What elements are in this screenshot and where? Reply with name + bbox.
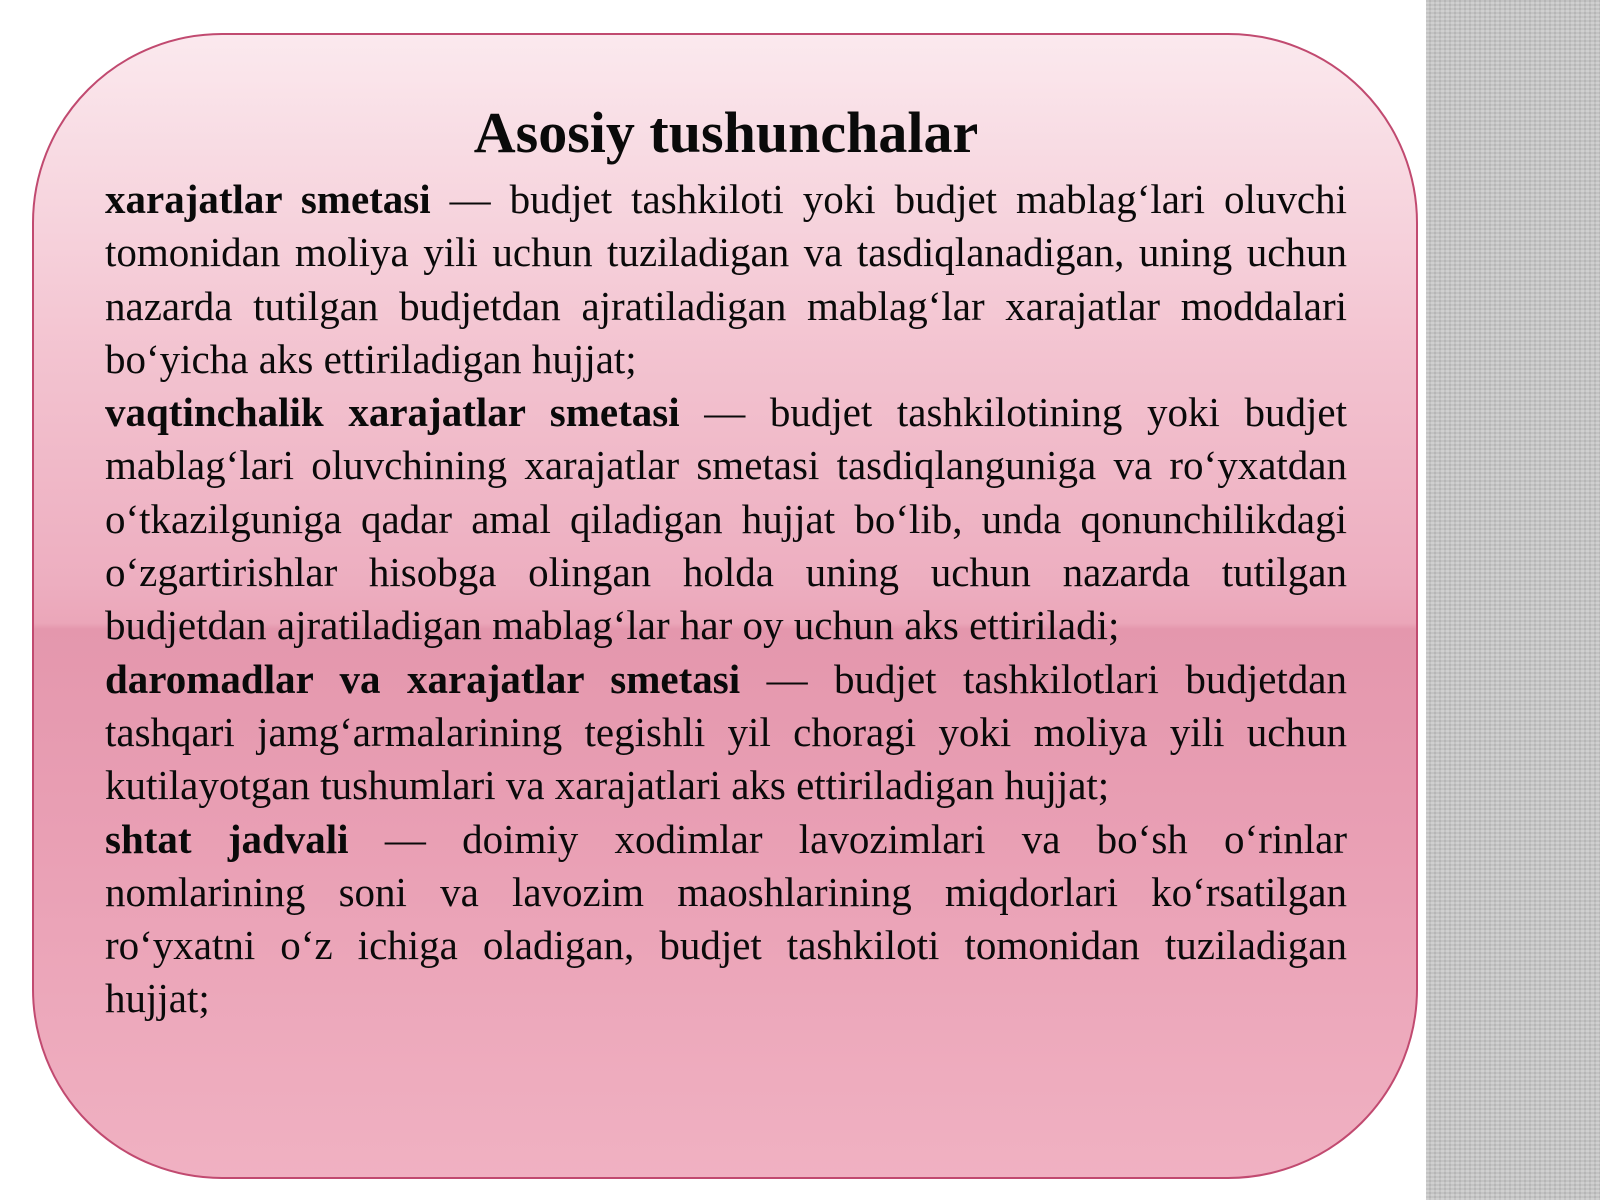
term-name: daromadlar va xarajatlar smetasi <box>105 655 741 702</box>
term-definition: — budjet tashkiloti yoki budjet mablag‘lari oluvchi tomonidan moliya yili uchun tuziladigan va tasdiqlanadigan, uning uchun nazarda tutilgan budjetdan ajratiladigan mablag‘lar xarajatlar moddalari bo‘yicha aks ettiriladigan hujjat; <box>105 176 1347 382</box>
term-definition: — doimiy xodimlar lavozimlari va bo‘sh o‘rinlar nomlarining soni va lavozim maoshlarining miqdorlari ko‘rsatilgan ro‘yxatni o‘z ichiga oladigan, budjet tashkiloti tomonidan tuziladigan hujjat; <box>105 815 1347 1022</box>
term-name: shtat jadvali <box>105 815 349 862</box>
side-texture-panel <box>1426 0 1600 1200</box>
content-card <box>32 33 1418 1179</box>
term-shtat-jadvali <box>105 813 1347 1026</box>
term-name: xarajatlar smetasi <box>105 176 431 222</box>
term-daromadlar-va-xarajatlar-smetasi <box>105 653 1347 813</box>
term-xarajatlar-smetasi <box>105 173 1347 386</box>
term-definition: — budjet tashkilotlari budjetdan tashqari jamg‘armalarining tegishli yil choragi yoki moliya yili uchun kutilayotgan tushumlari va xarajatlari aks ettiriladigan hujjat; <box>105 655 1347 809</box>
slide-title: Asosiy tushunchalar <box>473 100 979 165</box>
card-content <box>105 97 1347 1026</box>
term-definition: — budjet tashkilotining yoki budjet mablag‘lari oluvchining xarajatlar smetasi tasdiqlanguniga va ro‘yxatdan o‘tkazilguniga qadar amal qiladigan hujjat bo‘lib, unda qonunchilikdagi o‘zgartirishlar hisobga olingan holda uning uchun nazarda tutilgan budjetdan ajratiladigan mablag‘lar har oy uchun aks ettiriladi; <box>105 389 1347 649</box>
term-name: vaqtinchalik xarajatlar smetasi <box>105 389 680 436</box>
term-vaqtinchalik-xarajatlar-smetasi <box>105 386 1347 652</box>
